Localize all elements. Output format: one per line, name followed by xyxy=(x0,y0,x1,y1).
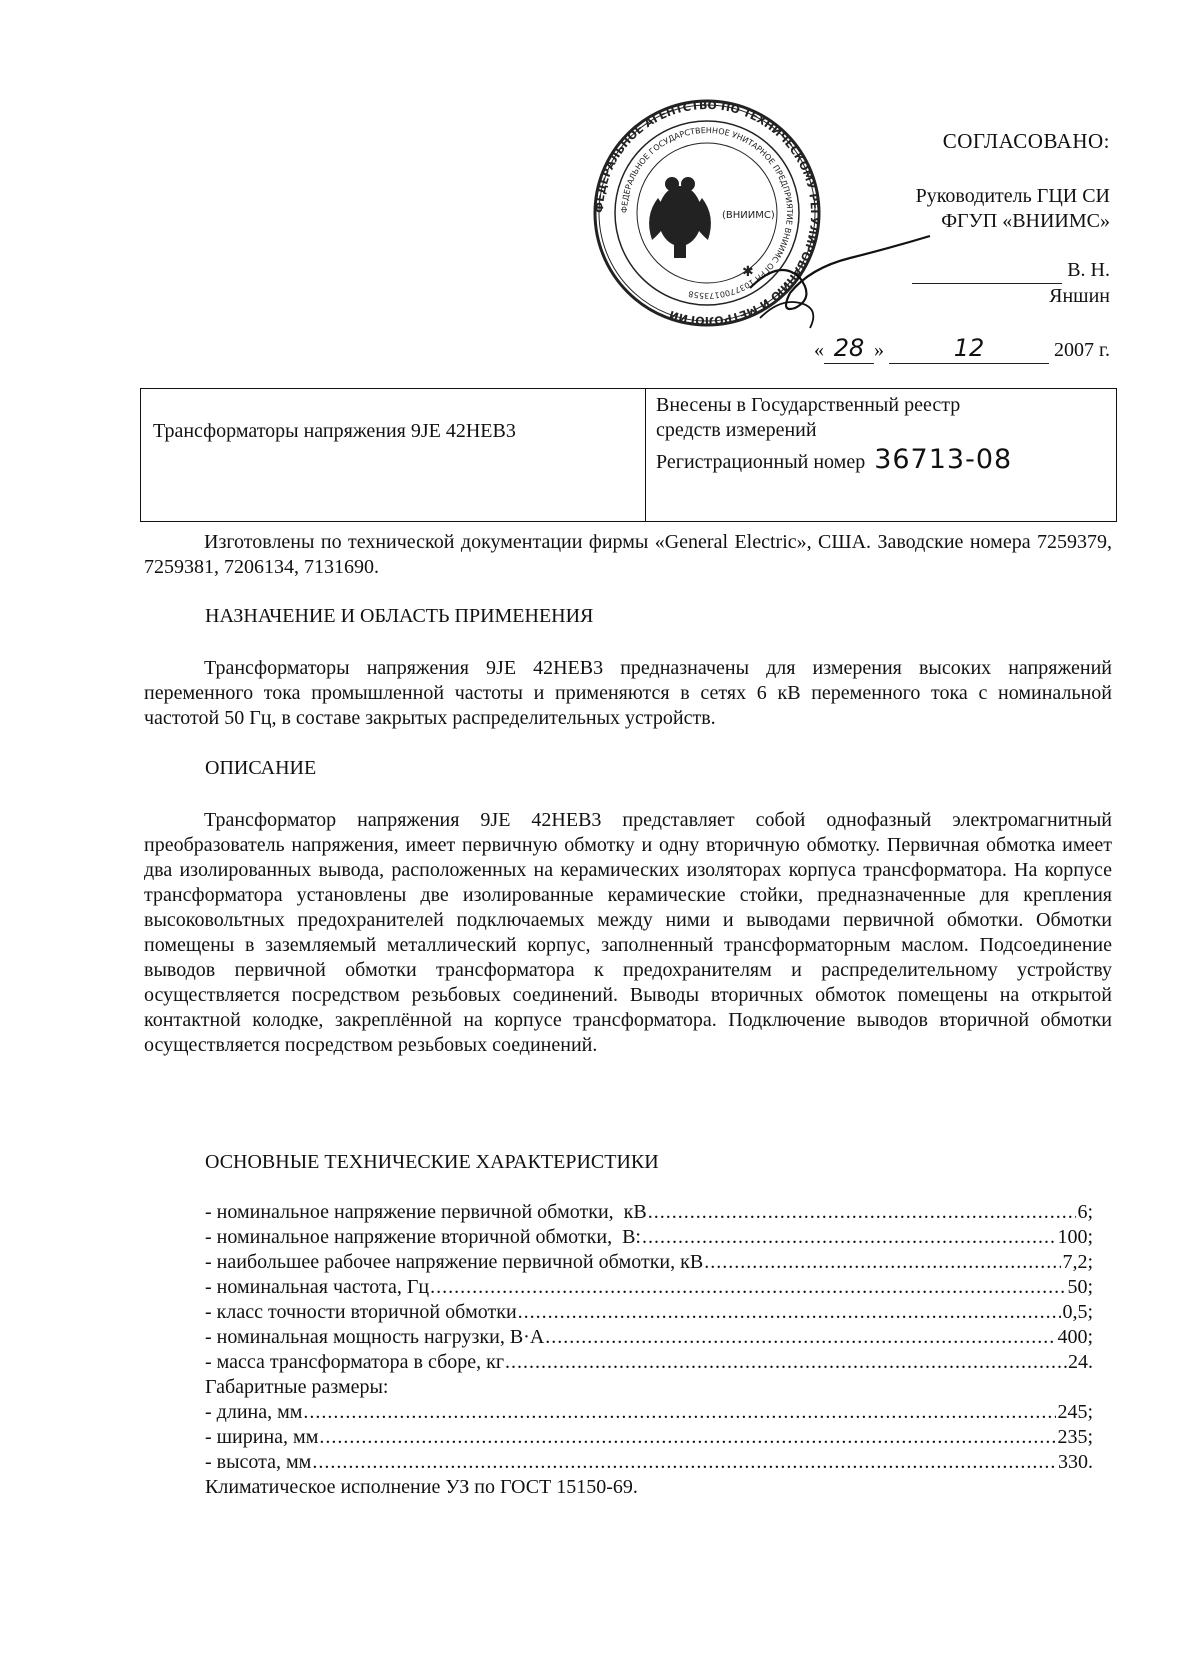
spec-label: - номинальное напряжение первичной обмотки, кВ xyxy=(205,1201,647,1223)
purpose-title: НАЗНАЧЕНИЕ И ОБЛАСТЬ ПРИМЕНЕНИЯ xyxy=(205,605,594,627)
specs-list xyxy=(205,1200,1093,1500)
spec-label: - ширина, мм xyxy=(205,1426,319,1448)
registry-line-1: Внесены в Государственный реестр xyxy=(656,394,961,416)
spec-value: 245; xyxy=(1057,1401,1093,1423)
spec-value: 7,2; xyxy=(1062,1251,1093,1273)
approval-position: Руководитель ГЦИ СИ xyxy=(915,185,1110,208)
registry-line-2: средств измерений xyxy=(656,419,817,441)
description-title: ОПИСАНИЕ xyxy=(205,757,317,779)
date-month: 12 xyxy=(889,333,1049,364)
svg-text:(ВНИИМС): (ВНИИМС) xyxy=(722,210,775,221)
approval-signer: В. Н. Яншин xyxy=(1049,259,1110,308)
spec-row xyxy=(205,1350,1093,1375)
registry-number: 36713-08 xyxy=(874,444,1013,475)
spec-label: - номинальное напряжение вторичной обмотки, В: xyxy=(205,1226,641,1248)
purpose-paragraph: Трансформаторы напряжения 9JE 42HEB3 предназначены для измерения высоких напряжений переменного тока промышленной частоты и применяются в сетях 6 кВ переменного тока с номинальной частотой 50 Гц, в составе закрытых распределительных устройств. xyxy=(144,657,1112,729)
spec-row xyxy=(205,1250,1093,1275)
svg-text:ФЕДЕРАЛЬНОЕ ГОСУДАРСТВЕННОЕ УН: ФЕДЕРАЛЬНОЕ ГОСУДАРСТВЕННОЕ УНИТАРНОЕ ПРЕДПРИЯТИЕ ВНИИМС ОГРН 1037700173558 xyxy=(619,125,795,301)
registry-product-cell xyxy=(141,389,646,521)
spec-value: 235; xyxy=(1057,1426,1093,1448)
approval-heading: СОГЛАСОВАНО: xyxy=(942,129,1110,153)
handwritten-signature xyxy=(740,228,940,338)
product-name: Трансформаторы напряжения 9JE 42HEB3 xyxy=(153,420,516,442)
svg-text:✱: ✱ xyxy=(742,264,754,280)
registry-number-line xyxy=(656,443,1116,477)
date-day: 28 xyxy=(824,333,874,364)
spec-row xyxy=(205,1225,1093,1250)
spec-row xyxy=(205,1325,1093,1350)
spec-value: 400; xyxy=(1057,1326,1093,1348)
spec-label: - высота, мм xyxy=(205,1451,312,1473)
spec-value: 330. xyxy=(1058,1451,1093,1473)
spec-row xyxy=(205,1300,1093,1325)
spec-label: - класс точности вторичной обмотки xyxy=(205,1301,517,1323)
date-year: 2007 г. xyxy=(1054,339,1110,362)
svg-text:ФЕДЕРАЛЬНОЕ АГЕНТСТВО ПО ТЕХНИ: ФЕДЕРАЛЬНОЕ АГЕНТСТВО ПО ТЕХНИЧЕСКОМУ РЕГУЛИРОВАНИЮ И МЕТРОЛОГИИ xyxy=(592,98,822,328)
spec-row xyxy=(205,1450,1093,1475)
spec-label: - наибольшее рабочее напряжение первичной обмотки, кВ xyxy=(205,1251,704,1273)
spec-row xyxy=(205,1425,1093,1450)
date-quote-open: « xyxy=(814,339,825,362)
spec-label: - длина, мм xyxy=(205,1401,303,1423)
spec-value: 50; xyxy=(1067,1276,1093,1298)
specs-title: ОСНОВНЫЕ ТЕХНИЧЕСКИЕ ХАРАКТЕРИСТИКИ xyxy=(205,1151,659,1173)
spec-value: 0,5; xyxy=(1062,1301,1093,1323)
spec-row xyxy=(205,1400,1093,1425)
registry-table xyxy=(140,388,1117,522)
spec-label: - номинальная частота, Гц xyxy=(205,1276,430,1298)
spec-value: 24. xyxy=(1068,1351,1093,1373)
spec-row xyxy=(205,1275,1093,1300)
spec-row xyxy=(205,1200,1093,1225)
spec-value: 100; xyxy=(1057,1226,1093,1248)
spec-label: - масса трансформатора в сборе, кг xyxy=(205,1351,505,1373)
date-quote-close: » xyxy=(874,339,885,362)
climate-note: Климатическое исполнение УЗ по ГОСТ 15150-69. xyxy=(205,1476,638,1498)
description-paragraph: Трансформатор напряжения 9JE 42HEB3 представляет собой однофазный электромагнитный преобразователь напряжения, имеет первичную обмотку и одну вторичную обмотку. Первичная обмотка имеет два изолированных вывода, расположенных на керамических изоляторах корпуса трансформатора. На корпусе трансформатора установлены две изолированные керамические стойки, предназначенные для крепления высоковольтных предохранителей подключаемых между ними и выводами первичной обмотки. Обмотки помещены в заземляемый металлический корпус, заполненный трансформаторным маслом. Подсоединение выводов первичной обмотки трансформатора к предохранителям и распределительному устройству осуществляется посредством резьбовых соединений. Выводы вторичных обмоток помещены на открытой контактной колодке, закреплённой на корпусе трансформатора. Подключение выводов вторичной обмотки осуществляется посредством резьбовых соединений. xyxy=(144,809,1112,1056)
manufacturer-paragraph: Изготовлены по технической документации фирмы «General Electric», США. Заводские номера 7259379, 7259381, 7206134, 7131690. xyxy=(144,531,1112,578)
registry-info-cell xyxy=(646,389,1116,521)
dimensions-title: Габаритные размеры: xyxy=(205,1376,389,1398)
registry-number-label: Регистрационный номер xyxy=(656,451,866,473)
approval-organization: ФГУП «ВНИИМС» xyxy=(941,210,1110,233)
spec-label: - номинальная мощность нагрузки, В·А xyxy=(205,1326,545,1348)
spec-value: 6; xyxy=(1077,1201,1093,1223)
